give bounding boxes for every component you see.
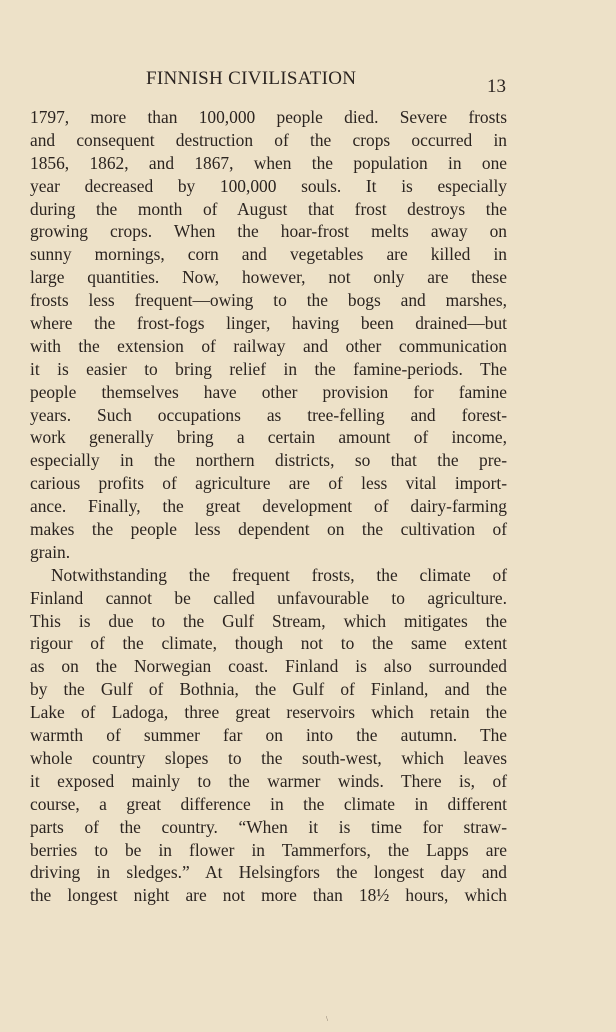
page-number: 13 xyxy=(487,76,506,97)
text-line: 1856, 1862, and 1867, when the population in one xyxy=(30,152,507,173)
text-line: grain. xyxy=(30,541,71,562)
text-line: makes the people less dependent on the cultivation of xyxy=(30,519,507,540)
body-text xyxy=(30,106,507,907)
text-line: growing crops. When the hoar-frost melts away on xyxy=(30,221,507,242)
text-line: 1797, more than 100,000 people died. Severe frosts xyxy=(30,107,507,127)
text-line: it is easier to bring relief in the famine-periods. The xyxy=(30,358,507,379)
text-line: This is due to the Gulf Stream, which mitigates the xyxy=(30,610,507,631)
text-line: carious profits of agriculture are of less vital import- xyxy=(30,473,507,494)
text-line: frosts less frequent—owing to the bogs and marshes, xyxy=(30,290,507,311)
text-line: warmth of summer far on into the autumn. The xyxy=(30,725,507,746)
text-line: where the frost-fogs linger, having been drained—but xyxy=(30,313,507,334)
text-line: especially in the northern districts, so that the pre- xyxy=(30,450,507,471)
text-line: year decreased by 100,000 souls. It is especially xyxy=(30,175,507,196)
text-line: driving in sledges.” At Helsingfors the longest day and xyxy=(30,862,507,883)
text-line: Finland cannot be called unfavourable to agriculture. xyxy=(30,587,507,608)
text-line: it exposed mainly to the warmer winds. There is, of xyxy=(30,770,507,791)
text-line: sunny mornings, corn and vegetables are killed in xyxy=(30,244,507,265)
text-line: people themselves have other provision for famine xyxy=(30,381,507,402)
text-line: course, a great difference in the climate in different xyxy=(30,793,507,814)
text-line: and consequent destruction of the crops occurred in xyxy=(30,129,507,150)
text-line: Notwithstanding the frequent frosts, the climate of xyxy=(51,564,507,585)
text-line: parts of the country. “When it is time for straw- xyxy=(30,816,507,837)
page-header xyxy=(0,68,616,96)
text-line: during the month of August that frost destroys the xyxy=(30,198,507,219)
text-line: as on the Norwegian coast. Finland is also surrounded xyxy=(30,656,507,677)
printer-mark: \ xyxy=(326,1015,328,1023)
text-line: the longest night are not more than 18½ hours, which xyxy=(30,885,507,906)
text-line: whole country slopes to the south-west, which leaves xyxy=(30,747,507,768)
text-line: by the Gulf of Bothnia, the Gulf of Finland, and the xyxy=(30,679,507,700)
text-line: ance. Finally, the great development of dairy-farming xyxy=(30,496,507,517)
text-line: work generally bring a certain amount of income, xyxy=(30,427,507,448)
text-line: large quantities. Now, however, not only are these xyxy=(30,267,507,288)
text-line: berries to be in flower in Tammerfors, the Lapps are xyxy=(30,839,507,860)
text-line: Lake of Ladoga, three great reservoirs which retain the xyxy=(30,702,507,723)
text-line: rigour of the climate, though not to the same extent xyxy=(30,633,507,654)
text-line: years. Such occupations as tree-felling and forest- xyxy=(30,404,507,425)
text-line: with the extension of railway and other communication xyxy=(30,335,507,356)
running-title: FINNISH CIVILISATION xyxy=(146,68,357,89)
